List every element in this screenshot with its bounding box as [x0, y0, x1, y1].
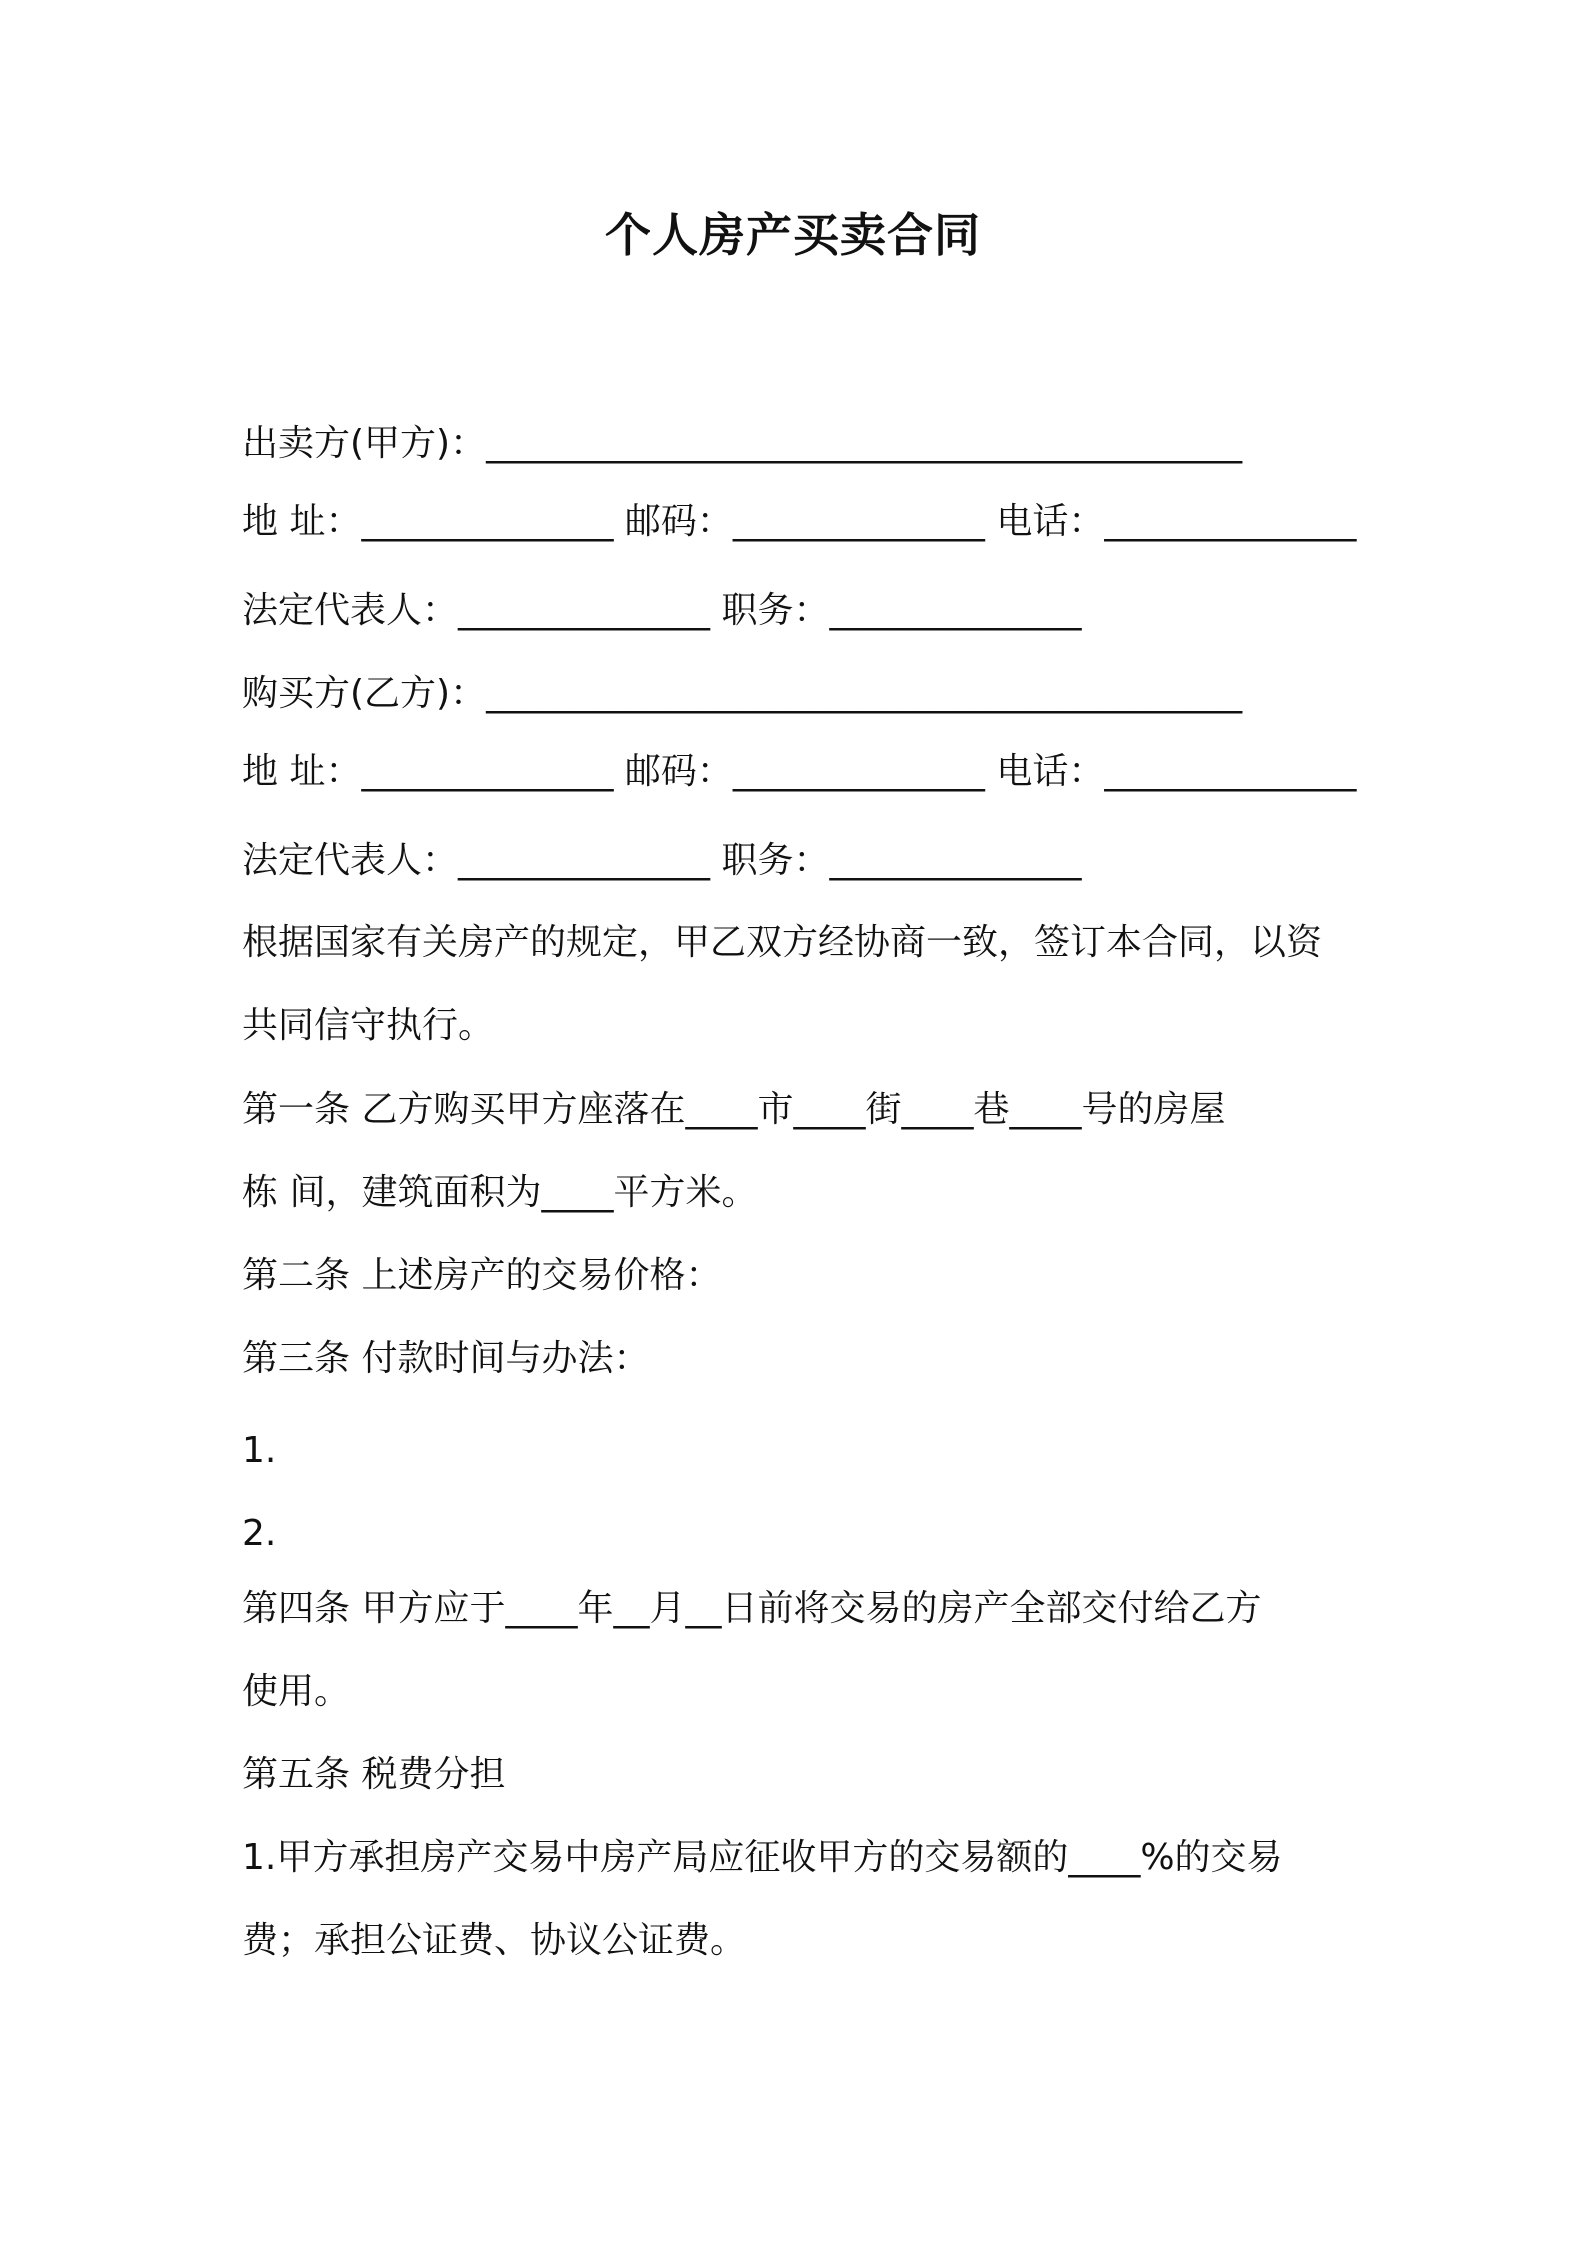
article-5: 第五条 税费分担 — [242, 1754, 506, 1795]
article-1-line-1: 第一条 乙方购买甲方座落在____市____街____巷____号的房屋 — [242, 1089, 1226, 1130]
article-2: 第二条 上述房产的交易价格： — [242, 1255, 722, 1296]
buyer-representative-line: 法定代表人：______________ 职务：______________ — [242, 840, 1082, 881]
seller-line: 出卖方(甲方)：__________________________________________ — [242, 423, 1243, 464]
buyer-line: 购买方(乙方)：__________________________________________ — [242, 673, 1243, 714]
article-3-item-1: 1. — [242, 1430, 277, 1471]
seller-representative-line: 法定代表人：______________ 职务：______________ — [242, 590, 1082, 631]
seller-contact-line: 地 址：______________ 邮码：______________ 电话：______________ — [242, 501, 1357, 542]
preamble-line-1: 根据国家有关房产的规定，甲乙双方经协商一致，签订本合同，以资 — [242, 922, 1323, 963]
article-3-item-2: 2. — [242, 1513, 277, 1554]
article-4-line-1: 第四条 甲方应于____年__月__日前将交易的房产全部交付给乙方 — [242, 1588, 1262, 1629]
article-3: 第三条 付款时间与办法： — [242, 1338, 650, 1379]
page-title: 个人房产买卖合同 — [605, 208, 981, 262]
preamble-line-2: 共同信守执行。 — [242, 1005, 495, 1046]
article-1-line-2: 栋 间，建筑面积为____平方米。 — [242, 1172, 758, 1213]
article-5-clause-1-line-2: 费；承担公证费、协议公证费。 — [242, 1920, 747, 1961]
article-4-line-2: 使用。 — [242, 1671, 351, 1712]
article-5-clause-1-line-1: 1.甲方承担房产交易中房产局应征收甲方的交易额的____%的交易 — [242, 1837, 1283, 1878]
buyer-contact-line: 地 址：______________ 邮码：______________ 电话：______________ — [242, 751, 1357, 792]
